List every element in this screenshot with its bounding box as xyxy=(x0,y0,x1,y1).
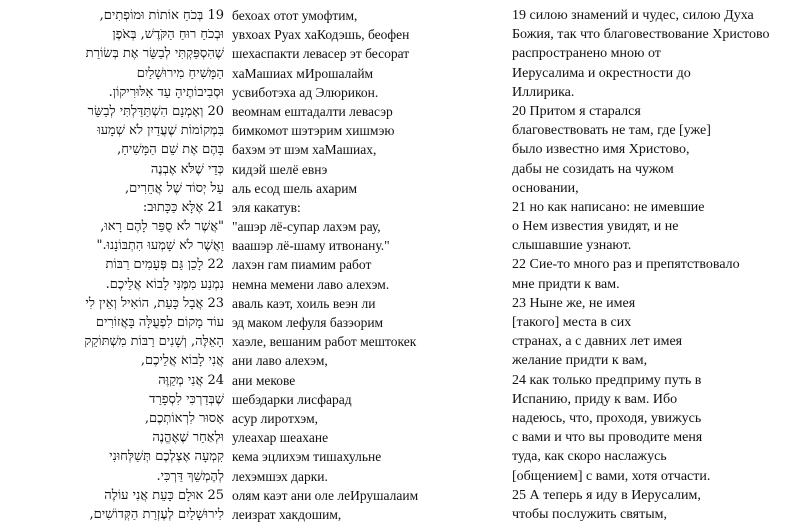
transliteration-line: кидэй шелё евнэ xyxy=(232,161,328,177)
transliteration-line: ани лаво алехэм, xyxy=(232,353,328,369)
russian-line: распространено мною от xyxy=(512,46,661,62)
russian-line: [общением] с вами, хотя отчасти. xyxy=(512,468,711,484)
transliteration-line: хаэле, вешаним работ мештокек xyxy=(232,334,417,350)
russian-line: [такого] места в сих xyxy=(512,315,632,330)
hebrew-line: 23 אֲבָל כָּעֵת, הוֹאִיל וְאֵין לִי xyxy=(85,295,224,311)
russian-line: туда, как скоро наслажусь xyxy=(512,449,667,465)
hebrew-line: אָסוּר לִרְאוֹתְכֶם, xyxy=(144,410,224,426)
russian-line: Иерусалима и окрестности до xyxy=(512,65,691,81)
hebrew-line: עוֹד מָקוֹם לִפְעֻלָּה בָּאֲזוֹרִים xyxy=(95,315,224,330)
russian-line: о Нем известия увидят, и не xyxy=(512,219,679,235)
hebrew-line: 20 וְאָמְנָם הִשְׁתַּדַּלְתִּי לְבַשֵּׂר xyxy=(87,103,224,119)
transliteration-line: леизрат хакдошим, xyxy=(232,506,342,522)
transliteration-line: ваашэр лё-шаму итвонану." xyxy=(232,238,390,254)
russian-line: было известно имя Христово, xyxy=(512,142,690,158)
hebrew-line: וַאֲשֶׁר לֹא שָׁמְעוּ הִתְבּוֹנָנוּ." xyxy=(96,238,224,254)
transliteration-line: увхоах Руах хаКодэшь, беофен xyxy=(232,27,410,43)
transliteration-line: олям каэт ани оле леИрушалаим xyxy=(232,487,419,503)
russian-line: 24 как только предприму путь в xyxy=(512,372,702,388)
transliteration-line: хаМашиах мИрошалайм xyxy=(232,65,374,81)
transliteration-line: аваль каэт, хоиль веэн ли xyxy=(232,295,376,311)
transliteration-line: "ашэр лё-супар лахэм рау, xyxy=(232,219,381,235)
transliteration-line: шебэдарки лисфарад xyxy=(232,391,352,407)
russian-line: 25 А теперь я иду в Иерусалим, xyxy=(512,487,701,503)
hebrew-line: קִמְעָה אֶצְלְכֶם תְּשַׁלְּחוּנִי xyxy=(109,449,224,465)
hebrew-line: 24 אֲנִי מְקַוֶּה xyxy=(158,372,224,388)
hebrew-line: בָּהֶם אֶת שֵׁם הַמָּשִׁיחַ, xyxy=(117,142,224,158)
hebrew-line: עַל יְסוֹד שֶׁל אֲחֵרִים, xyxy=(124,180,224,196)
transliteration-line: эля какатув: xyxy=(232,199,301,215)
hebrew-line: 22 לָכֵן גַּם פְּעָמִים רַבּוֹת xyxy=(105,257,224,273)
hebrew-line: וּסְבִיבוֹתֶיהָ עַד אִלּוּרִיקוֹן. xyxy=(108,84,224,100)
hebrew-line: כְּדֵי שֶׁלֹּא אֶבְנֶה xyxy=(150,161,224,177)
transliteration-line: немна мемени лаво алехэм. xyxy=(232,276,390,292)
hebrew-line: אֲנִי לָבוֹא אֲלֵיכֶם, xyxy=(140,353,224,369)
russian-line: слышавшие узнают. xyxy=(512,238,632,254)
russian-line: чтобы послужить святым, xyxy=(512,506,667,522)
transliteration-line: эд маком лефуля базэорим xyxy=(232,315,384,330)
transliteration-line: усвиботэха ад Элюрикон. xyxy=(232,84,379,100)
russian-line: Испанию, приду к вам. Ибо xyxy=(512,391,678,407)
russian-line: с вами и что вы проводите меня xyxy=(512,430,703,446)
russian-line: 22 Сие-то много раз и препятствовало xyxy=(512,257,740,273)
hebrew-line: הַמָּשִׁיחַ מִירוּשָׁלַיִם xyxy=(136,65,224,81)
russian-line: основании, xyxy=(512,180,579,196)
hebrew-line: 19 בְּכֹחַ אוֹתוֹת וּמוֹפְתִים, xyxy=(99,8,224,23)
transliteration-line: лехэмшэх дарки. xyxy=(232,468,328,484)
transliteration-line: асур лиротхэм, xyxy=(232,410,319,426)
russian-line: 23 Ныне же, не имея xyxy=(512,295,636,311)
transliteration-column xyxy=(232,6,482,524)
hebrew-line: "אֲשֶׁר לֹא סֻפַּר לָהֶם רָאוּ, xyxy=(100,219,224,235)
transliteration-line: шехаспакти левасер эт бесорат xyxy=(232,46,410,62)
hebrew-line: נִמְנַע מִמֶּנִּי לָבוֹא אֲלֵיכֶם. xyxy=(105,276,224,292)
russian-line: благовествовать не там, где [уже] xyxy=(512,123,711,139)
hebrew-column xyxy=(44,6,224,524)
hebrew-line: וּלְאַחַר שֶׁאֶהֱנֶה xyxy=(152,430,224,446)
hebrew-line: 21 אֶלָּא כַּכָּתוּב: xyxy=(142,199,224,215)
transliteration-line: бимкомот шэтэрим хишмэю xyxy=(232,123,395,139)
russian-line: надеюсь, что, проходя, увижусь xyxy=(512,410,702,426)
russian-line: дабы не созидать на чужом xyxy=(512,161,674,177)
transliteration-line: ани мекове xyxy=(232,372,296,388)
russian-line: 21 но как написано: не имевшие xyxy=(512,199,705,215)
hebrew-line: וּבְכֹחַ רוּחַ הַקֹּדֶשׁ, בְּאֹפֶן xyxy=(112,27,224,43)
transliteration-line: бехоах отот умофтим, xyxy=(232,8,358,23)
hebrew-line: בִּמְקוֹמוֹת שֶׁעֲדַיִן לֹא שְׁמָעוּ xyxy=(97,123,224,139)
transliteration-line: лахэн гам пиамим работ xyxy=(232,257,372,273)
transliteration-line: аль есод шель ахарим xyxy=(232,180,358,196)
hebrew-line: שֶׁבְּדַרְכִּי לִסְפָרַד xyxy=(149,391,224,407)
transliteration-line: кема эцлихэм тишахульне xyxy=(232,449,382,465)
transliteration-line: веомнам ештадалти левасэр xyxy=(232,103,393,119)
hebrew-line: לְהֶמְשֵׁךְ דַּרְכִּי. xyxy=(156,468,224,484)
transliteration-line: бахэм эт шэм хаМашиах, xyxy=(232,142,377,158)
transliteration-line: улеахар шеахане xyxy=(232,430,329,446)
russian-line: 20 Притом я старался xyxy=(512,103,641,119)
russian-line: странах, а с давних лет имея xyxy=(512,334,683,350)
russian-line: мне придти к вам. xyxy=(512,276,620,292)
hebrew-line: 25 אוּלָם כָּעֵת אֲנִי עוֹלֶה xyxy=(104,487,224,503)
russian-line: желание придти к вам, xyxy=(512,353,648,369)
russian-line: Иллирика. xyxy=(512,84,575,100)
russian-line: 19 силою знамений и чудес, силою Духа xyxy=(512,8,754,23)
hebrew-line: לִירוּשָׁלַיִם לְעֶזְרַת הַקְּדוֹשִׁים, xyxy=(89,506,224,522)
hebrew-line: שֶׁהִסְפַּקְתִּי לְבַשֵּׂר אֶת בְּשׂוֹרַת xyxy=(85,46,224,62)
russian-line: Божия, так что благовествование Христово xyxy=(512,27,770,43)
hebrew-line: הָאֵלֶּה, וְשָׁנִים רַבּוֹת מִשְׁתּוֹקֵק xyxy=(84,334,224,350)
russian-column xyxy=(512,6,796,524)
